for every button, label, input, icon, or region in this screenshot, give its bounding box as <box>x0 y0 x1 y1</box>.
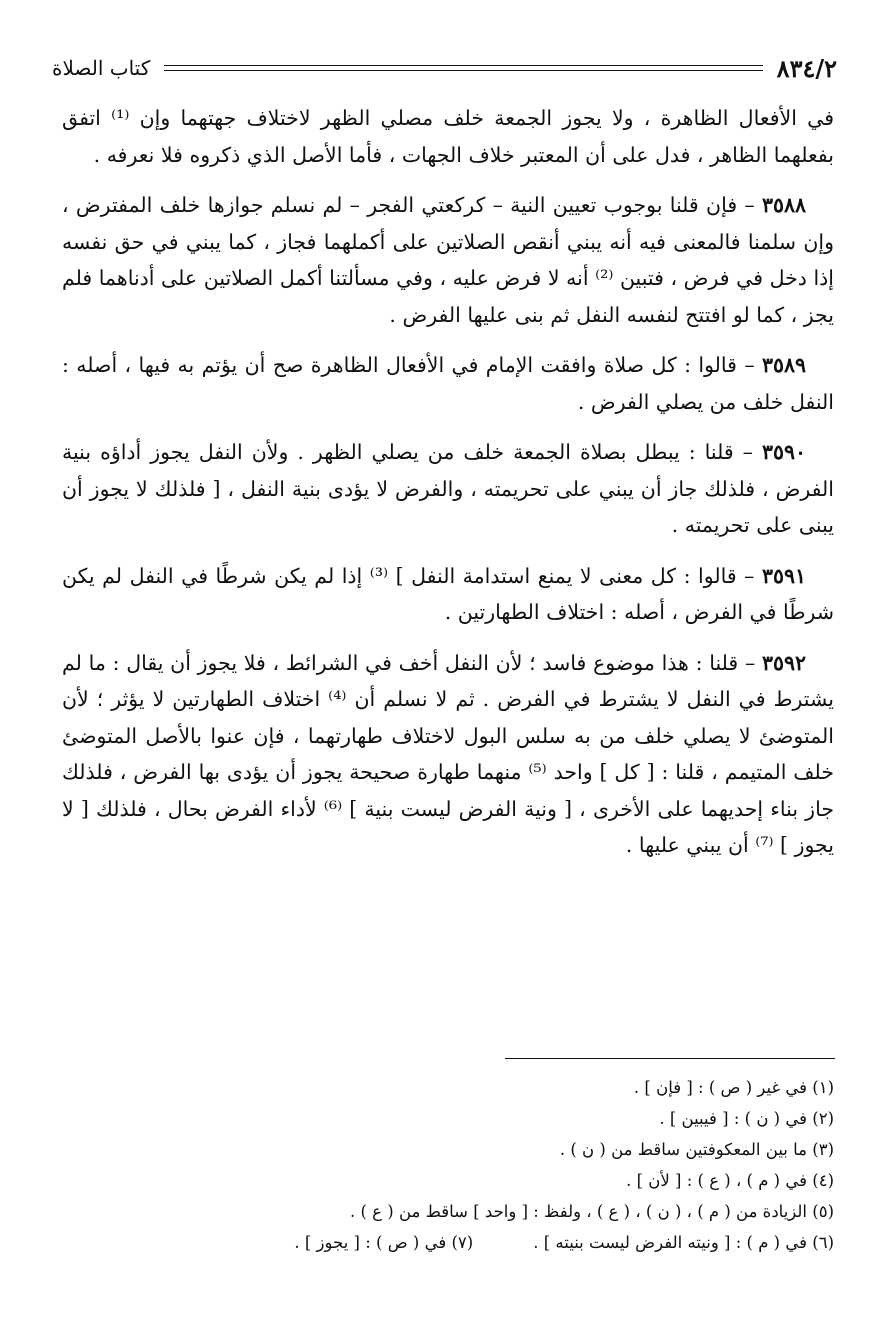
page-number: ٨٣٤/٢ <box>776 53 837 83</box>
footnote-4: (٤) في ( م ) ، ( ع ) : [ لأن ] . <box>626 1171 834 1190</box>
footnote-5: (٥) الزيادة من ( م ) ، ( ن ) ، ( ع ) ، ولفظ : [ واحد ] ساقط من ( ع ) . <box>350 1202 834 1221</box>
paragraph-number: ٣٥٨٨ <box>761 193 806 217</box>
paragraph-3590 <box>62 434 834 544</box>
paragraph-number: ٣٥٩١ <box>761 563 806 588</box>
footnote-3: (٣) ما بين المعكوفتين ساقط من ( ن ) . <box>559 1140 834 1159</box>
footnote-6: (٦) في ( م ) : [ ونيته الفرض ليست بنيته ] . <box>533 1233 834 1252</box>
paragraph-continuation <box>62 100 834 173</box>
footnote-separator <box>505 1058 835 1059</box>
paragraph-number: ٣٥٩٢ <box>761 650 806 675</box>
paragraph-text: – قلنا : يبطل بصلاة الجمعة خلف من يصلي الظهر . ولأن النفل يجوز أداؤه بنية الفرض ، فلذلك جاز أن يبني على تحريمته ، والفرض لا يؤدى بنية النفل ، [ فلذلك لا يجوز أن يبنى على تحريمته . <box>62 440 834 537</box>
paragraph-number: ٣٥٨٩ <box>761 353 806 377</box>
footnote-7: (٧) في ( ص ) : [ يجوز ] . <box>294 1233 474 1252</box>
paragraph-3591 <box>62 558 834 631</box>
paragraph-text: – فإن قلنا بوجوب تعيين النية – كركعتي الفجر – لم نسلم جوازها خلف المفترض ، وإن سلمنا فالمعنى فيه أنه يبني أنقص الصلاتين على أكملهما فجاز ، كما يبني في حق نفسه إذا دخل في فرض ، فتبين ⁽²⁾ أنه لا فرض عليه ، وفي مسألتنا أكمل الصلاتين على أدناهما فلم يجز ، كما لو افتتح لنفسه النفل ثم بنى عليها الفرض . <box>62 193 835 327</box>
footnotes <box>62 1072 834 1258</box>
paragraph-text: في الأفعال الظاهرة ، ولا يجوز الجمعة خلف مصلي الظهر لاختلاف جهتهما وإن ⁽¹⁾ اتفق بفعلهما الظاهر ، فدل على أن المعتبر خلاف الجهات ، فأما الأصل الذي ذكروه فلا نعرفه . <box>62 106 834 167</box>
paragraph-number: ٣٥٩٠ <box>761 440 806 464</box>
paragraph-3589 <box>62 347 834 420</box>
footnote-2: (٢) في ( ن ) : [ فيبين ] . <box>659 1109 834 1128</box>
main-text <box>62 100 834 878</box>
paragraph-text: – قالوا : كل معنى لا يمنع استدامة النفل ] ⁽³⁾ إذا لم يكن شرطًا في النفل لم يكن شرطًا في الفرض ، أصله : اختلاف الطهارتين . <box>62 563 834 624</box>
page-header <box>52 50 837 86</box>
footnote-row-6-7 <box>62 1227 834 1258</box>
paragraph-3592 <box>62 645 834 864</box>
header-rule <box>164 65 762 71</box>
paragraph-text: – قالوا : كل صلاة وافقت الإمام في الأفعال الظاهرة صح أن يؤتم به فيها ، أصله : النفل خلف من يصلي الفرض . <box>62 353 834 414</box>
footnote-1: (١) في غير ( ص ) : [ فإن ] . <box>633 1078 834 1097</box>
chapter-title: كتاب الصلاة <box>52 56 151 80</box>
paragraph-3588 <box>62 187 834 333</box>
paragraph-text: – قلنا : هذا موضوع فاسد ؛ لأن النفل أخف في الشرائط ، فلا يجوز أن يقال : ما لم يشترط في النفل لا يشترط في الفرض . ثم لا نسلم أن ⁽⁴⁾ اختلاف الطهارتين لا يؤثر ؛ لأن المتوضئ لا يصلي خلف من به سلس البول لاختلاف طهارتهما ، فإن عنوا بالأصل المتوضئ خلف المتيمم ، قلنا : [ كل ] واحد ⁽⁵⁾ منهما طهارة صحيحة يجوز أن يؤدى بها الفرض ، فلذلك جاز بناء إحديهما على الأخرى ، [ ونية الفرض ليست بنية ] ⁽⁶⁾ لأداء الفرض بحال ، فلذلك [ لا يجوز ] ⁽⁷⁾ أن يبني عليها . <box>62 650 835 857</box>
